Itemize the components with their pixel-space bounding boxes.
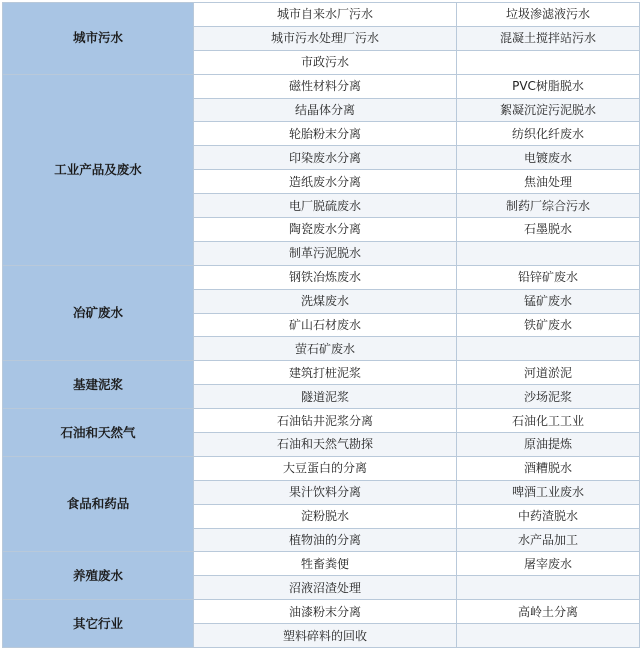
application-cell-left: 大豆蛋白的分离	[194, 456, 457, 480]
table-row	[3, 600, 640, 624]
category-cell: 城市污水	[3, 3, 194, 75]
table-row	[3, 456, 640, 480]
application-cell-left: 石油和天然气勘探	[194, 433, 457, 457]
category-cell: 石油和天然气	[3, 409, 194, 457]
application-cell-right: 电镀废水	[457, 146, 640, 170]
application-cell-right: 酒糟脱水	[457, 456, 640, 480]
application-cell-right: 絮凝沉淀污泥脱水	[457, 98, 640, 122]
application-cell-left: 建筑打桩泥浆	[194, 361, 457, 385]
application-cell-right	[457, 241, 640, 265]
application-cell-left: 磁性材料分离	[194, 74, 457, 98]
table-row	[3, 74, 640, 98]
application-cell-right: 屠宰废水	[457, 552, 640, 576]
table-row	[3, 552, 640, 576]
application-cell-right: 啤酒工业废水	[457, 480, 640, 504]
category-cell: 冶矿废水	[3, 265, 194, 361]
application-cell-right: 石油化工工业	[457, 409, 640, 433]
application-cell-right: 沙场泥浆	[457, 385, 640, 409]
application-cell-right	[457, 576, 640, 600]
application-cell-right: 原油提炼	[457, 433, 640, 457]
application-cell-right: 混凝土搅拌站污水	[457, 26, 640, 50]
application-cell-right: 纺织化纤废水	[457, 122, 640, 146]
application-cell-left: 陶瓷废水分离	[194, 218, 457, 242]
application-cell-left: 石油钻井泥浆分离	[194, 409, 457, 433]
application-cell-left: 城市污水处理厂污水	[194, 26, 457, 50]
table-row	[3, 265, 640, 289]
application-cell-right: PVC树脂脱水	[457, 74, 640, 98]
application-cell-right: 垃圾渗滤液污水	[457, 3, 640, 27]
application-table	[2, 2, 640, 648]
application-cell-right	[457, 624, 640, 648]
application-cell-left: 植物油的分离	[194, 528, 457, 552]
application-cell-left: 造纸废水分离	[194, 170, 457, 194]
table-row	[3, 3, 640, 27]
application-cell-left: 塑料碎料的回收	[194, 624, 457, 648]
application-cell-right: 焦油处理	[457, 170, 640, 194]
application-cell-right	[457, 50, 640, 74]
category-cell: 养殖废水	[3, 552, 194, 600]
application-cell-right: 中药渣脱水	[457, 504, 640, 528]
application-cell-left: 果汁饮料分离	[194, 480, 457, 504]
application-cell-left: 结晶体分离	[194, 98, 457, 122]
category-cell: 工业产品及废水	[3, 74, 194, 265]
application-cell-left: 洗煤废水	[194, 289, 457, 313]
application-cell-right: 河道淤泥	[457, 361, 640, 385]
application-cell-right: 锰矿废水	[457, 289, 640, 313]
application-cell-left: 制革污泥脱水	[194, 241, 457, 265]
application-cell-right: 水产品加工	[457, 528, 640, 552]
application-cell-right: 高岭土分离	[457, 600, 640, 624]
category-cell: 其它行业	[3, 600, 194, 648]
application-cell-left: 牲畜粪便	[194, 552, 457, 576]
application-cell-left: 沼液沼渣处理	[194, 576, 457, 600]
application-cell-right: 铅锌矿废水	[457, 265, 640, 289]
table-row	[3, 409, 640, 433]
application-cell-left: 淀粉脱水	[194, 504, 457, 528]
application-cell-left: 电厂脱硫废水	[194, 194, 457, 218]
application-cell-left: 印染废水分离	[194, 146, 457, 170]
application-cell-right: 石墨脱水	[457, 218, 640, 242]
application-cell-right: 铁矿废水	[457, 313, 640, 337]
application-cell-left: 轮胎粉末分离	[194, 122, 457, 146]
table-row	[3, 361, 640, 385]
table-body	[3, 3, 640, 648]
category-cell: 基建泥浆	[3, 361, 194, 409]
application-cell-right	[457, 337, 640, 361]
application-cell-left: 钢铁冶炼废水	[194, 265, 457, 289]
application-cell-left: 矿山石材废水	[194, 313, 457, 337]
application-cell-left: 萤石矿废水	[194, 337, 457, 361]
application-cell-left: 隧道泥浆	[194, 385, 457, 409]
application-cell-left: 油漆粉末分离	[194, 600, 457, 624]
application-cell-right: 制药厂综合污水	[457, 194, 640, 218]
application-cell-left: 城市自来水厂污水	[194, 3, 457, 27]
application-cell-left: 市政污水	[194, 50, 457, 74]
category-cell: 食品和药品	[3, 456, 194, 552]
